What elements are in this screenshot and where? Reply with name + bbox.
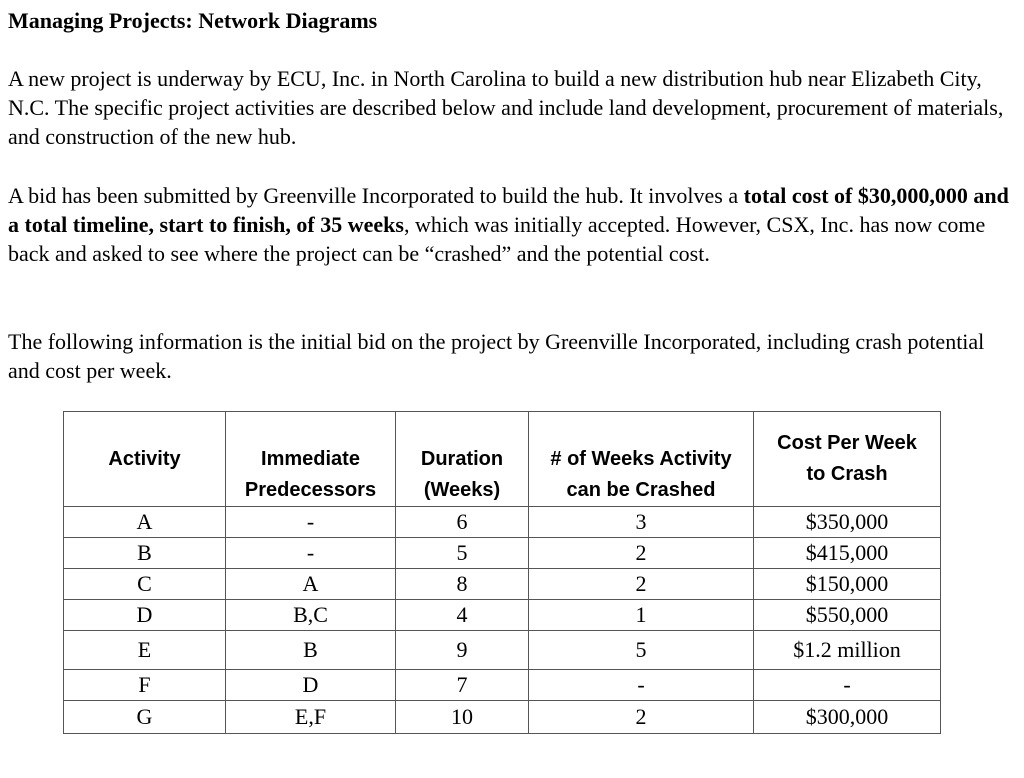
cell-predecessors: - — [226, 538, 396, 569]
cell-activity: A — [64, 507, 226, 538]
cell-crash-weeks: 3 — [529, 507, 754, 538]
cell-cost: $415,000 — [754, 538, 941, 569]
cell-duration: 5 — [396, 538, 529, 569]
bid-paragraph — [8, 181, 1013, 268]
table-row — [64, 600, 941, 631]
cell-duration: 9 — [396, 631, 529, 670]
header-activity: Activity — [64, 412, 226, 507]
cell-activity: C — [64, 569, 226, 600]
cell-crash-weeks: 5 — [529, 631, 754, 670]
table-row — [64, 507, 941, 538]
cell-activity: G — [64, 701, 226, 734]
cell-activity: E — [64, 631, 226, 670]
cell-crash-weeks: 2 — [529, 701, 754, 734]
cell-predecessors: B,C — [226, 600, 396, 631]
cell-duration: 8 — [396, 569, 529, 600]
table-row — [64, 670, 941, 701]
table-intro-paragraph: The following information is the initial bid on the project by Greenville Incorporated, including crash potential and cost per week. — [8, 329, 985, 383]
header-crash-weeks: # of Weeks Activity can be Crashed — [529, 412, 754, 507]
cell-activity: F — [64, 670, 226, 701]
cell-predecessors: B — [226, 631, 396, 670]
cell-cost: $1.2 million — [754, 631, 941, 670]
table-row — [64, 569, 941, 600]
cell-predecessors: A — [226, 569, 396, 600]
cell-cost: $300,000 — [754, 701, 941, 734]
cell-predecessors: - — [226, 507, 396, 538]
header-duration: Duration (Weeks) — [396, 412, 529, 507]
page-title: Managing Projects: Network Diagrams — [8, 8, 378, 33]
cell-cost: $550,000 — [754, 600, 941, 631]
cell-activity: D — [64, 600, 226, 631]
cell-predecessors: D — [226, 670, 396, 701]
bid-paragraph-text-2: , which was initially accepted. However, CSX, Inc. has now come back and asked to see where the project can be “crashed” and the potential cost. — [8, 212, 986, 266]
cell-duration: 4 — [396, 600, 529, 631]
header-cost-per-week: Cost Per Week to Crash — [754, 412, 941, 507]
bid-paragraph-text-1: A bid has been submitted by Greenville Incorporated to build the hub. It involves a — [8, 183, 744, 208]
cell-cost: - — [754, 670, 941, 701]
table-header-row — [64, 412, 941, 507]
intro-paragraph: A new project is underway by ECU, Inc. in North Carolina to build a new distribution hub near Elizabeth City, N.C. The specific project activities are described below and include land development, procurement of materials, and construction of the new hub. — [8, 66, 1004, 149]
table-row — [64, 538, 941, 569]
cell-cost: $150,000 — [754, 569, 941, 600]
cell-crash-weeks: - — [529, 670, 754, 701]
table-row — [64, 701, 941, 734]
cell-duration: 6 — [396, 507, 529, 538]
cell-duration: 10 — [396, 701, 529, 734]
bid-table — [63, 411, 941, 734]
cell-crash-weeks: 2 — [529, 538, 754, 569]
table-row — [64, 631, 941, 670]
cell-crash-weeks: 2 — [529, 569, 754, 600]
cell-activity: B — [64, 538, 226, 569]
cell-duration: 7 — [396, 670, 529, 701]
bid-paragraph-bold: total cost of $30,000,000 and a total timeline, start to finish, of 35 weeks — [8, 183, 1009, 237]
header-predecessors: Immediate Predecessors — [226, 412, 396, 507]
cell-crash-weeks: 1 — [529, 600, 754, 631]
cell-predecessors: E,F — [226, 701, 396, 734]
cell-cost: $350,000 — [754, 507, 941, 538]
